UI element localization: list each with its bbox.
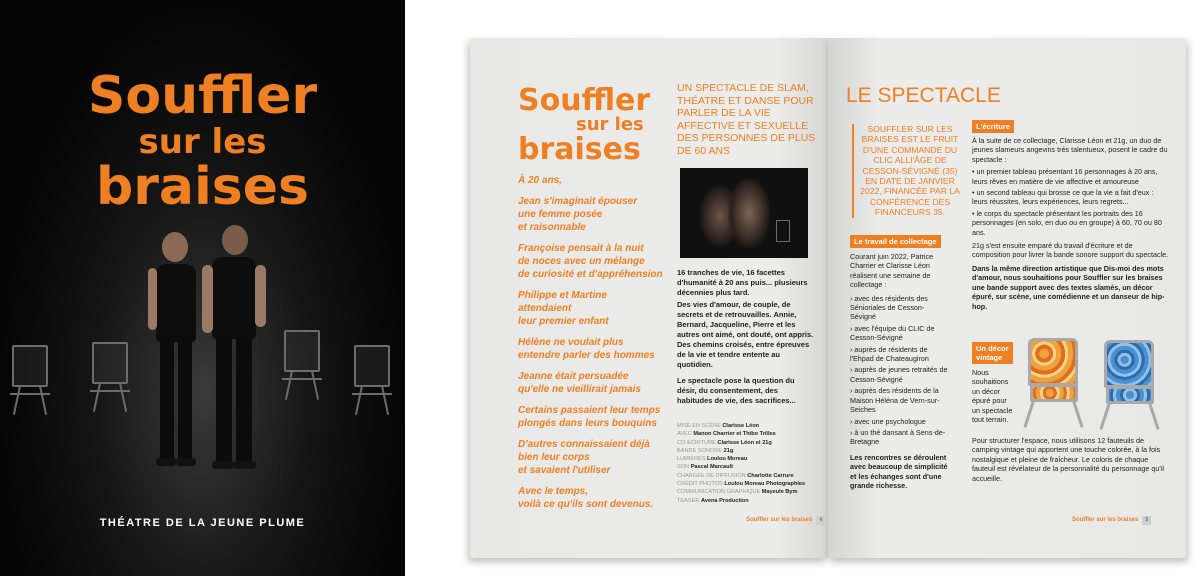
performance-photo <box>680 168 808 258</box>
list-item: • le corps du spectacle présentant les portraits des 16 personnages (en solo, en duo ou en groupe) à 60, 70 ou 80 ans. <box>972 208 1162 237</box>
body-para-1: 16 tranches de vie, 16 facettes d'humanité à 20 ans puis... plusieurs décennies plus tard. <box>677 268 808 297</box>
poster-company: THÉATRE DE LA JEUNE PLUME <box>99 517 306 529</box>
quote: Françoise pensait à la nuit de noces avec un mélange de curiosité et d'appréhension <box>518 243 663 280</box>
quote: À 20 ans, <box>518 175 562 186</box>
section-intro: SOUFFLER SUR LES BRAISES EST LE FRUIT D'UNE COMMANDE DU CLIC ALLI'ÂGE DE CESSON-SÉVIGNÉ (35) EN DATE DE JANVIER 2022, FINANCÉE PAR LA CONFÉRENCE DES FINANCEURS 35. <box>852 124 960 218</box>
ecriture-para-3: Dans la même direction artistique que Dis-moi des mots d'amour, nous souhaitions pour Souffler sur les braises une bande support avec des textes slamés, un décor épuré, sur scène, une comédienne et un danseur de hip-hop. <box>972 263 1165 311</box>
footer-title: Souffler sur les braises <box>746 517 813 523</box>
credit-row: COMMUNICATION GRAPHIQUE Mayeule Bym <box>677 489 798 496</box>
brochure-title-line3: braises <box>518 132 641 167</box>
page-number: 5 <box>1142 516 1151 525</box>
quote: Certains passaient leur temps plongés dans leurs bouquins <box>518 405 661 429</box>
ecriture-para-2: 21g s'est ensuite emparé du travail d'écriture et de composition pour livrer la bande sonore support du spectacle. <box>972 241 1169 260</box>
vintage-chair-orange <box>1024 338 1084 428</box>
credit-row: AVEC Manon Charrier et Thibo Trilles <box>677 431 776 438</box>
list-item: › à un thé dansant à Sens-de-Bretagne <box>850 427 946 447</box>
list-item: › avec des résidents des Sénioriales de Cesson-Sévigné <box>850 293 928 322</box>
badge-decor-line2: vintage <box>976 353 1003 362</box>
list-item: • un second tableau qui brosse ce que la vie a fait d'eux : leurs réussites, leurs expériences, leurs regrets... <box>972 188 1154 207</box>
brochure-right-page <box>828 38 1186 558</box>
list-item: › auprès de résidents de l'Ehpad de Chateaugiron <box>850 344 929 364</box>
stage-chair <box>88 342 132 412</box>
page-footer-right <box>1072 516 1151 525</box>
quote: Avec le temps, voilà ce qu'ils sont devenus. <box>518 486 654 510</box>
stage-chair <box>350 345 394 415</box>
credit-row: TEASER Avena Production <box>677 497 749 504</box>
badge-decor <box>972 342 1013 364</box>
collectage-text <box>850 252 950 490</box>
credits <box>677 422 822 505</box>
ecriture-list <box>972 167 1170 237</box>
quote: Jeanne était persuadée qu'elle ne vieillirait jamais <box>518 371 641 395</box>
credit-row: SON Pascal Marcault <box>677 464 733 471</box>
performer-woman <box>148 232 208 472</box>
quotes-list <box>518 174 693 519</box>
collectage-intro: Courant juin 2022, Patrice Charrier et Clarisse Léon réalisent une semaine de collectage : <box>850 252 934 290</box>
quote: Jean s'imaginait épouser une femme posée et raisonnable <box>518 196 638 233</box>
list-item: • un premier tableau présentant 16 personnages à 20 ans, leurs rêves en matière de vie affective et amoureuse <box>972 167 1158 186</box>
poster-title <box>0 66 405 217</box>
poster-title-line1: Souffler <box>87 66 318 126</box>
list-item: › avec une psychologue <box>850 416 926 426</box>
brochure-title-line2: sur les <box>576 114 644 135</box>
list-item: › auprès de jeunes retraités de Cesson-Sévigné <box>850 365 948 384</box>
brochure-left-page <box>470 38 828 558</box>
credit-row: CRÉDIT PHOTOS Loulou Moreau Photographies <box>677 481 806 488</box>
credit-row: CO-ÉCRITURE Clarisse Léon et 21g <box>677 439 772 446</box>
quote: Philippe et Martine attendaient leur premier enfant <box>518 290 609 327</box>
credit-row: LUMIÈRES Loulou Moreau <box>677 456 748 463</box>
body-para-2: Des vies d'amour, de couple, de secrets et de retrouvailles. Annie, Bernard, Jacqueline, Pierre et les autres ont aimé, ont douté, ont appris. Des chemins croisés, entre épreuves de la vie et tendre entente au quotidien. <box>677 300 814 369</box>
quote: Hélène ne voulait plus entendre parler des hommes <box>518 337 655 361</box>
credit-row: BANDE SONORE 21g <box>677 447 734 454</box>
section-heading: LE SPECTACLE <box>846 84 1001 107</box>
performer-man <box>200 225 270 475</box>
decor-para: Pour structurer l'espace, nous utilisons 12 fauteuils de camping vintage qui apportent une touche colorée, à la fois nostalgique et pleine de fraîcheur. Le coloris de chaque fauteuil est révélateur de la personnalité du personnage qu'il accueille. <box>972 436 1164 483</box>
collectage-list <box>850 294 950 447</box>
brochure-title-line1: Souffler <box>518 83 651 118</box>
brochure-title <box>518 83 651 167</box>
page-footer-left <box>746 516 825 525</box>
credit-row: MISE EN SCÈNE Clarisse Léon <box>677 423 760 429</box>
stage-chair <box>8 345 52 415</box>
page-number: 4 <box>816 516 825 525</box>
credit-row: CHARGÉE DE DIFFUSION Charlotte Carrure <box>677 472 794 479</box>
poster-title-line2: sur les <box>138 122 267 162</box>
badge-ecriture: L'écriture <box>972 120 1014 133</box>
list-item: › auprès des résidents de la Maison Héléna de Vern-sur-Seiches <box>850 386 940 415</box>
list-item: › avec l'équipe du CLIC de Cesson-Sévigné <box>850 323 935 343</box>
collectage-outro: Les rencontres se déroulent avec beaucoup de simplicité et les échanges sont d'une grande richesse. <box>850 452 948 490</box>
vintage-chair-blue <box>1100 340 1160 430</box>
badge-collectage: Le travail de collectage <box>850 235 941 248</box>
ecriture-intro: À la suite de ce collectage, Clarisse Léon et 21g, un duo de jeunes slameurs angevins très talentueux, posent le cadre du spectacle : <box>972 136 1168 164</box>
brochure-spread <box>470 38 1190 558</box>
quote: D'autres connaissaient déjà bien leur corps et savaient l'utiliser <box>518 439 650 476</box>
badge-decor-line1: Un décor <box>976 344 1009 353</box>
brochure-intro: UN SPECTACLE DE SLAM, THÉATRE ET DANSE POUR PARLER DE LA VIE AFFECTIVE ET SEXUELLE DES PERSONNES DE PLUS DE 60 ANS <box>677 82 816 157</box>
poster-title-line3: braises <box>96 157 309 217</box>
decor-short: Nous souhaitions un décor épuré pour un spectacle tout terrain. <box>972 368 1013 425</box>
ecriture-text <box>972 136 1170 311</box>
footer-title: Souffler sur les braises <box>1072 517 1139 523</box>
body-para-3: Le spectacle pose la question du désir, du consentement, des habitudes de vie, des sacrifices... <box>677 376 796 405</box>
poster <box>0 0 405 576</box>
stage-chair <box>280 330 324 400</box>
